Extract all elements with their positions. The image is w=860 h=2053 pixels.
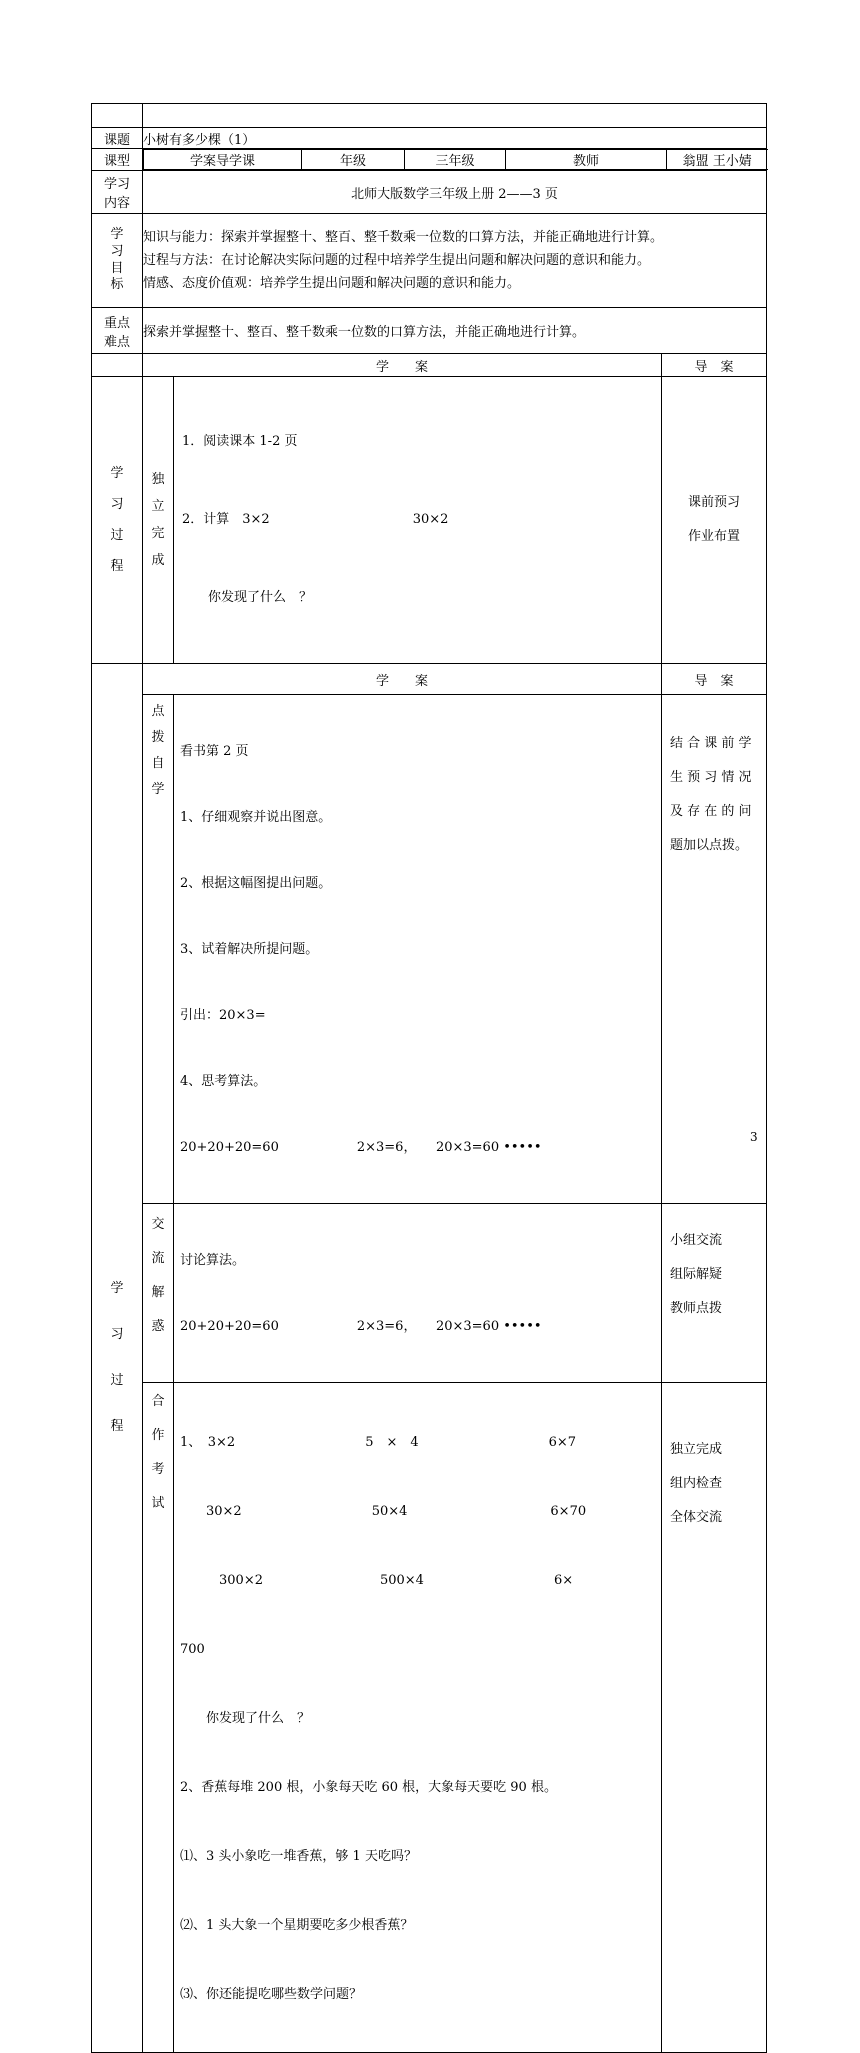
type-label: 课型 [92,149,143,171]
stage-row-discussion [92,1204,767,1383]
section1-row [92,377,767,664]
stage-guide [662,1383,767,2053]
section2-side-label [92,664,143,2053]
lesson-plan-table [91,103,767,2053]
content-line: 讨论算法。 [180,1253,246,1268]
content-line: 300×2 500×4 6× [180,1573,574,1588]
guide-item: 组内检查 [670,1476,723,1491]
key-label [92,308,143,354]
side-label-char: 学 [110,1281,124,1296]
goal-item: 过程与方法：在讨论解决实际问题的过程中培养学生提出问题和解决问题的意识和能力。 [143,253,651,268]
content-line: 1、仔细观察并说出图意。 [180,810,332,825]
key-points-row [92,308,767,354]
section1-guide [662,377,767,664]
goals-content [143,214,767,308]
content-line: ⑶、你还能提吃哪些数学问题？ [180,1987,363,2002]
stage-label-char: 考 [151,1462,165,1477]
goals-label [92,214,143,308]
stage-content [174,1204,662,1383]
section2-header-row [92,664,767,695]
section1-content [174,377,662,664]
guide-item: 题加以点拨。 [670,838,749,853]
guide-item: 结 合 课 前 学 [670,736,752,751]
stage-label [143,1383,174,2053]
type-value: 学案导学课 [144,150,302,170]
section1-side-label [92,377,143,664]
content-line: ⑵、1 头大象一个星期要吃多少根香蕉？ [180,1918,414,1933]
content-line: 你发现了什么 ？ [180,1711,311,1726]
page-number: 3 [750,1130,758,1144]
type-row [92,149,767,171]
stage-label-char: 独 [151,472,165,487]
side-label-char: 学 [110,466,124,481]
content-line: 2．计算 3×2 30×2 [182,512,449,527]
stage-label-char: 合 [151,1394,165,1409]
stage-label-char: 流 [151,1251,165,1266]
empty-cell [92,104,143,128]
side-label-char: 习 [110,1327,124,1342]
content-line: 700 [180,1642,205,1657]
content-line: 看书第 2 页 [180,744,249,759]
goal-item: 知识与能力：探索并掌握整十、整百、整千数乘一位数的口算方法，并能正确地进行计算。 [143,230,664,245]
teacher-value: 翁盟 王小婧 [667,150,768,170]
stage-row-cooperative-test [92,1383,767,2053]
content-line: 1．阅读课本 1-2 页 [182,434,298,449]
guide-item: 作业布置 [688,529,741,544]
stage-label-char: 作 [151,1428,165,1443]
title-label: 课题 [92,128,143,149]
section1-guide-header: 导 案 [662,354,767,377]
goals-label-char: 学 [110,226,124,242]
content-line: 2、根据这幅图提出问题。 [180,876,332,891]
content-line: 4、思考算法。 [180,1074,267,1089]
content-line: 引出：20×3= [180,1008,266,1023]
stage-label-char: 惑 [151,1319,165,1334]
grade-label: 年级 [302,150,405,170]
goals-row [92,214,767,308]
title-row [92,128,767,149]
stage-guide [662,1204,767,1383]
stage-label-char: 成 [151,553,165,568]
side-label-char: 过 [110,1373,124,1388]
stage-label-char: 学 [151,782,165,797]
stage-label-char: 解 [151,1285,165,1300]
side-label-char: 习 [110,497,124,512]
empty-cell [143,104,767,128]
goals-label-char: 目 [110,260,124,276]
stage-label-char: 试 [151,1496,165,1511]
key-value: 探索并掌握整十、整百、整千数乘一位数的口算方法，并能正确地进行计算。 [143,308,767,354]
stage-label-char: 交 [151,1217,165,1232]
guide-item: 组际解疑 [670,1267,723,1282]
content-line: 20+20+20=60 2×3=6， 20×3=60 ••••• [180,1319,542,1334]
content-label-line: 学习 [103,177,130,192]
side-label-char: 程 [110,559,124,574]
guide-item: 小组交流 [670,1233,723,1248]
stage-content [174,1383,662,2053]
guide-item: 及 存 在 的 问 [670,804,752,819]
key-label-line: 重点 [103,315,130,331]
side-label-char: 程 [110,1419,124,1434]
content-label-line: 内容 [103,196,130,211]
stage-guide [662,695,767,1204]
goals-label-char: 标 [110,277,124,293]
title-value: 小树有多少棵（1） [143,128,767,149]
content-line: 20+20+20=60 2×3=6， 20×3=60 ••••• [180,1140,542,1155]
guide-item: 课前预习 [688,495,741,510]
guide-item: 教师点拨 [670,1301,723,1316]
section1-stage-label [143,377,174,664]
stage-label-char: 点 [151,704,165,719]
stage-label-char: 立 [151,499,165,514]
stage-content [174,695,662,1204]
section2-plan-header: 学 案 [143,664,662,695]
guide-item: 生 预 习 情 况 [670,770,752,785]
stage-label-char: 拨 [151,730,165,745]
stage-row-guided-self-study [92,695,767,1204]
teacher-label: 教师 [506,150,667,170]
side-label-char: 过 [110,528,124,543]
content-line: 3、试着解决所提问题。 [180,942,319,957]
key-label-line: 难点 [103,334,130,350]
content-line: 1、 3×2 5 × 4 6×7 [180,1435,577,1450]
content-line: 你发现了什么 ？ [182,590,313,605]
content-line: 30×2 50×4 6×70 [180,1504,587,1519]
content-value: 北师大版数学三年级上册 2——3 页 [143,171,767,214]
grade-value: 三年级 [405,150,506,170]
stage-label [143,1204,174,1383]
content-label [92,171,143,214]
empty-cell [92,354,143,377]
empty-header-row [92,104,767,128]
stage-label-char: 自 [151,756,165,771]
stage-label-char: 完 [151,526,165,541]
section1-plan-header: 学 案 [143,354,662,377]
type-grade-teacher-subtable [143,149,768,170]
goals-label-char: 习 [110,243,124,259]
guide-item: 独立完成 [670,1442,723,1457]
section2-guide-header: 导 案 [662,664,767,695]
content-line: 2、香蕉每堆 200 根，小象每天吃 60 根，大象每天要吃 90 根。 [180,1780,557,1795]
type-grade-teacher-cell [143,149,767,171]
goal-item: 情感、态度价值观：培养学生提出问题和解决问题的意识和能力。 [143,276,521,291]
content-row [92,171,767,214]
stage-label [143,695,174,1204]
section1-header-row [92,354,767,377]
guide-item: 全体交流 [670,1510,723,1525]
content-line: ⑴、3 头小象吃一堆香蕉，够 1 天吃吗？ [180,1849,417,1864]
